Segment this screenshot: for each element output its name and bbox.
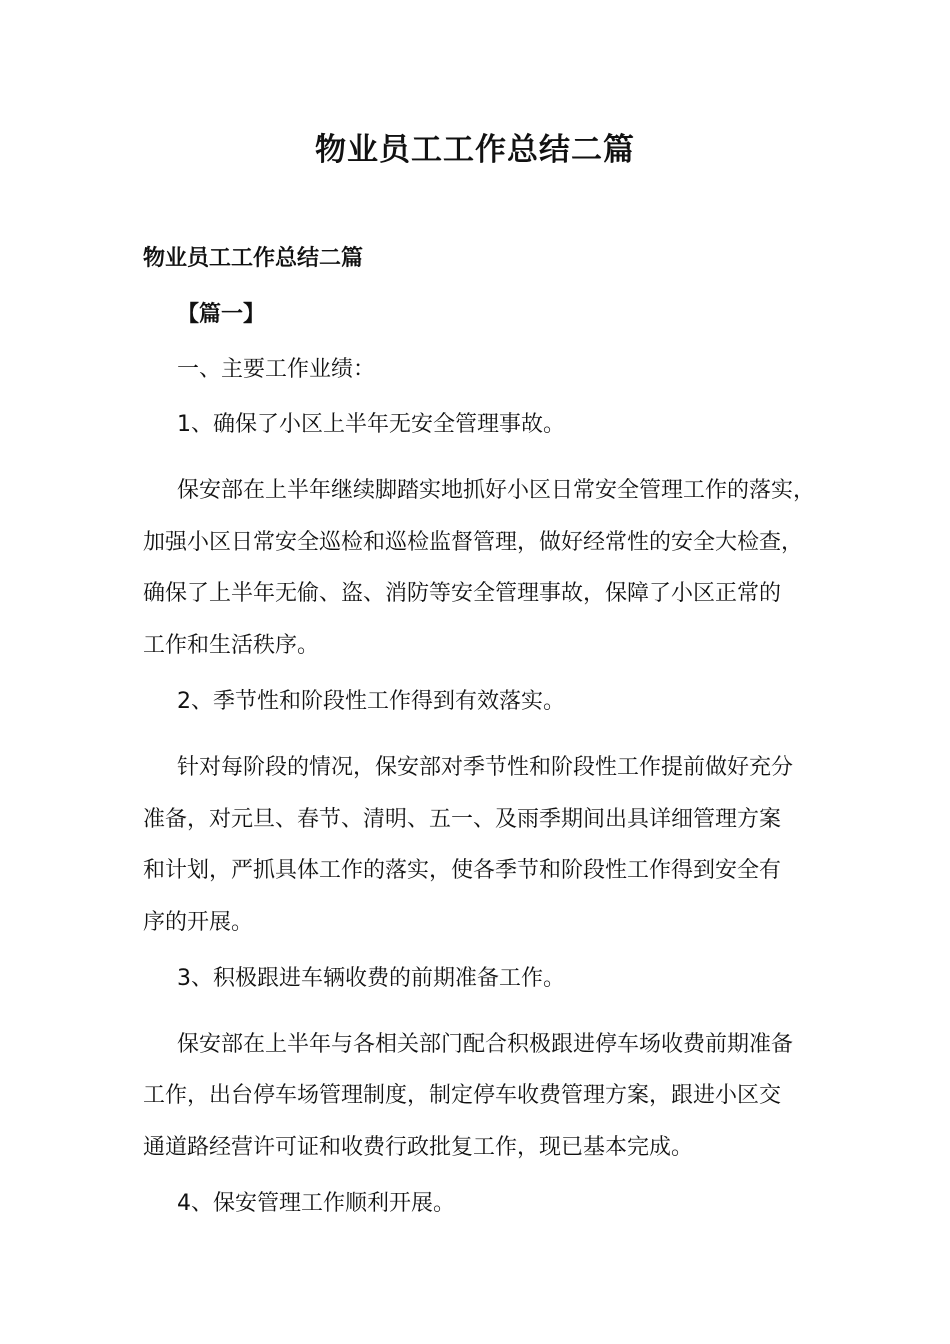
document-body xyxy=(143,242,816,1229)
item-3-paragraph xyxy=(143,1019,808,1174)
paragraph-line: 通道路经营许可证和收费行政批复工作，现已基本完成。 xyxy=(143,1135,694,1161)
item-1-paragraph xyxy=(143,465,816,672)
item-4-heading: 4、保安管理工作顺利开展。 xyxy=(177,1190,455,1216)
paragraph-line: 和计划，严抓具体工作的落实，使各季节和阶段性工作得到安全有 xyxy=(143,858,782,884)
paragraph-line: 保安部在上半年继续脚踏实地抓好小区日常安全管理工作的落实， xyxy=(177,478,816,503)
item-2-heading: 2、季节性和阶段性工作得到有效落实。 xyxy=(177,688,565,714)
paragraph-line: 确保了上半年无偷、盗、消防等安全管理事故，保障了小区正常的 xyxy=(143,581,782,607)
paragraph-line: 保安部在上半年与各相关部门配合积极跟进停车场收费前期准备 xyxy=(177,1031,794,1057)
item-1-heading: 1、确保了小区上半年无安全管理事故。 xyxy=(177,412,565,437)
item-3-heading: 3、积极跟进车辆收费的前期准备工作。 xyxy=(177,965,565,991)
paragraph-line: 加强小区日常安全巡检和巡检监督管理，做好经常性的安全大检查， xyxy=(143,529,804,555)
paragraph-line: 针对每阶段的情况，保安部对季节性和阶段性工作提前做好充分 xyxy=(177,754,794,780)
paragraph-line: 工作，出台停车场管理制度，制定停车收费管理方案，跟进小区交 xyxy=(143,1083,782,1109)
item-2-paragraph xyxy=(143,742,808,949)
paragraph-line: 序的开展。 xyxy=(143,909,254,935)
heading-main-achievements: 一、主要工作业绩： xyxy=(177,357,376,382)
section-mark: 【篇一】 xyxy=(177,302,266,327)
paragraph-line: 工作和生活秩序。 xyxy=(143,633,320,659)
document-title: 物业员工工作总结二篇 xyxy=(315,132,635,168)
document-subtitle: 物业员工工作总结二篇 xyxy=(143,246,364,271)
paragraph-line: 准备，对元旦、春节、清明、五一、及雨季期间出具详细管理方案 xyxy=(143,806,782,832)
